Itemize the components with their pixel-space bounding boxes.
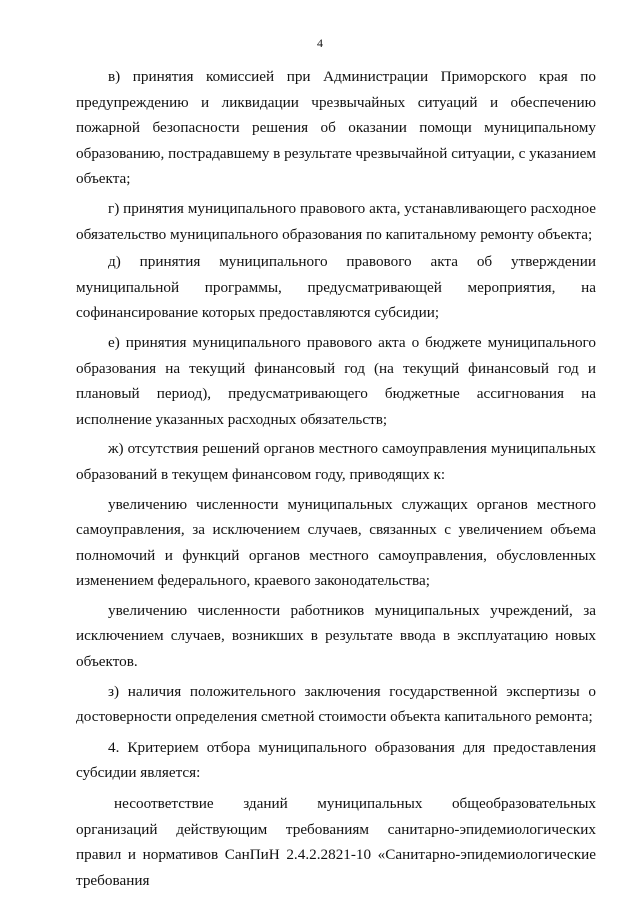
paragraph-zh-employees: увеличению численности работников муниципальных учреждений, за исключением случаев, возникших в результате ввода в эксплуатацию новых объектов.	[76, 601, 596, 671]
paragraph-e: е) принятия муниципального правового акта о бюджете муниципального образования на текущий финансовый год (на текущий финансовый год и плановый период), предусматривающего бюджетные ассигнования на исполнение указанных расходных обязательств;	[76, 333, 596, 428]
paragraph-zh-staff: увеличению численности муниципальных служащих органов местного самоуправления, за исключением случаев, связанных с увеличением объема полномочий и функций органов местного самоуправления, обусловленных изменением федерального, краевого законодательства;	[76, 495, 596, 590]
paragraph-g: г) принятия муниципального правового акта, устанавливающего расходное обязательство муниципального образования по капитальному ремонту объекта;	[76, 199, 596, 243]
paragraph-v: в) принятия комиссией при Администрации Приморского края по предупреждению и ликвидации чрезвычайных ситуаций и обеспечению пожарной безопасности решения об оказании помощи муниципальному образованию, пострадавшему в результате чрезвычайной ситуации, с указанием объекта;	[76, 68, 596, 188]
paragraph-z: з) наличия положительного заключения государственной экспертизы о достоверности определения сметной стоимости объекта капитального ремонта;	[76, 682, 596, 726]
paragraph-4: 4. Критерием отбора муниципального образования для предоставления субсидии является:	[76, 738, 596, 782]
document-body	[76, 64, 596, 893]
paragraph-zh: ж) отсутствия решений органов местного самоуправления муниципальных образований в текущем финансовом году, приводящих к:	[76, 440, 596, 483]
paragraph-d: д) принятия муниципального правового акта об утверждении муниципальной программы, предусматривающей мероприятия, на софинансирование которых предоставляются субсидии;	[76, 253, 596, 322]
page-number: 4	[317, 36, 323, 50]
paragraph-4-criterion: несоответствие зданий муниципальных общеобразовательных организаций действующим требованиям санитарно-эпидемиологических правил и нормативов СанПиН 2.4.2.2821-10 «Санитарно-эпидемиологические требования	[76, 795, 596, 889]
